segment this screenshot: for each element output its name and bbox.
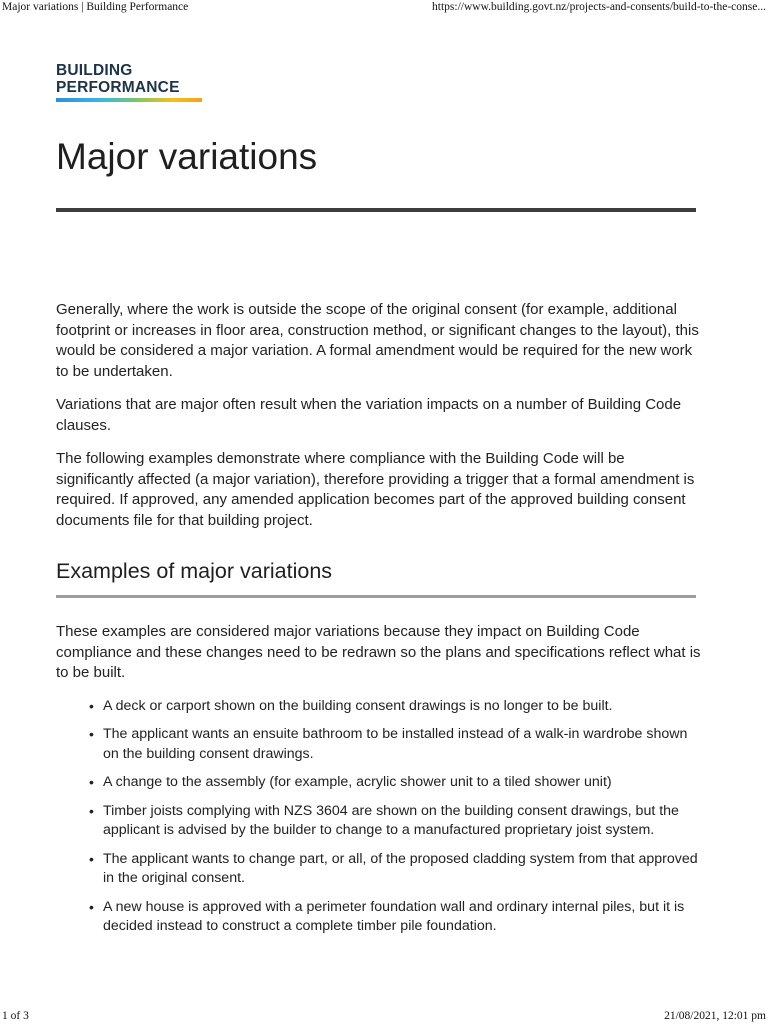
print-header [0, 0, 768, 16]
building-performance-logo[interactable] [56, 62, 202, 102]
list-item-text: A change to the assembly (for example, acrylic shower unit to a tiled shower unit) [103, 774, 612, 790]
print-header-url: https://www.building.govt.nz/projects-and-consents/build-to-the-conse... [432, 1, 766, 13]
bullet-icon: • [89, 697, 94, 714]
list-item [56, 850, 701, 889]
list-item-text: The applicant wants an ensuite bathroom to be installed instead of a walk-in wardrobe shown on the building consent drawings. [103, 726, 688, 762]
examples-list [56, 697, 701, 937]
print-header-title: Major variations | Building Performance [2, 1, 189, 13]
examples-heading: Examples of major variations [56, 559, 333, 583]
list-item [56, 773, 701, 793]
logo-line-2: PERFORMANCE [56, 79, 180, 96]
list-item [56, 697, 701, 717]
examples-intro: These examples are considered major variations because they impact on Building Code compliance and these changes need to be redrawn so the plans and specifications reflect what is to be built. [56, 623, 701, 681]
list-item-text: The applicant wants to change part, or all, of the proposed cladding system from that approved in the original consent. [103, 850, 698, 886]
main-content [56, 300, 701, 946]
page-indicator: 1 of 3 [2, 1010, 29, 1022]
list-item [56, 725, 701, 764]
paragraph-1: Generally, where the work is outside the scope of the original consent (for example, additional footprint or increases in floor area, construction method, or significant changes to the layout), this would be considered a major variation. A formal amendment would be required for the new work to be undertaken. [56, 301, 699, 380]
list-item-text: Timber joists complying with NZS 3604 are shown on the building consent drawings, but the applicant is advised by the builder to change to a manufactured proprietary joist system. [103, 802, 679, 838]
title-divider [56, 208, 696, 212]
list-item-text: A new house is approved with a perimeter foundation wall and ordinary internal piles, but it is decided instead to construct a complete timber pile foundation. [103, 898, 685, 934]
paragraph-2: Variations that are major often result when the variation impacts on a number of Building Code clauses. [56, 396, 682, 434]
paragraph-3: The following examples demonstrate where compliance with the Building Code will be significantly affected (a major variation), therefore providing a trigger that a formal amendment is required. If approved, any amended application becomes part of the approved building consent documents file for that building project. [56, 450, 695, 529]
bullet-icon: • [89, 774, 94, 790]
logo-color-bar [56, 98, 202, 102]
page-title: Major variations [56, 136, 318, 177]
logo-line-1: BUILDING [56, 62, 133, 79]
bullet-icon: • [89, 726, 94, 742]
bullet-icon: • [89, 802, 94, 819]
list-item [56, 802, 701, 841]
print-datetime: 21/08/2021, 12:01 pm [664, 1010, 766, 1022]
bullet-icon: • [89, 898, 94, 915]
section-divider [56, 595, 696, 598]
list-item [56, 898, 701, 937]
bullet-icon: • [89, 850, 94, 867]
print-footer [0, 1006, 768, 1024]
list-item-text: A deck or carport shown on the building consent drawings is no longer to be built. [103, 697, 613, 714]
